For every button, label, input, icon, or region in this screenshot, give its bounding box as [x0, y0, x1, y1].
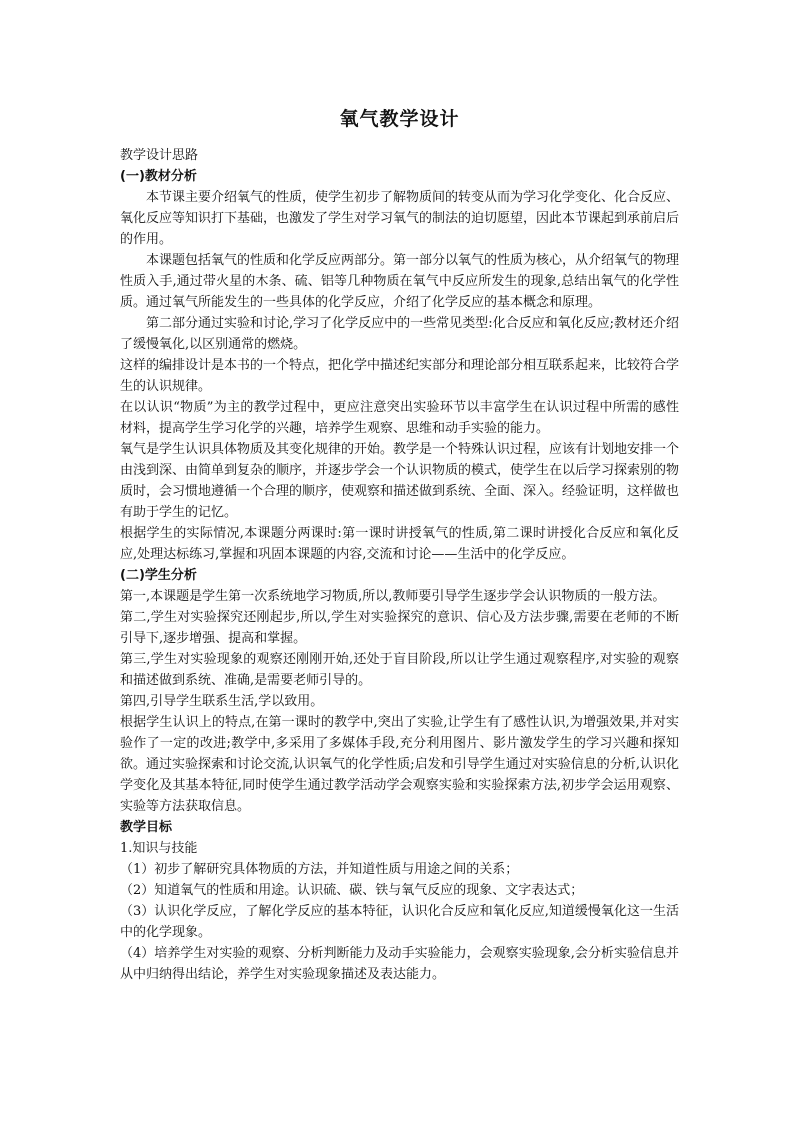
paragraph: 根据学生的实际情况,本课题分两课时:第一课时讲授氧气的性质,第二课时讲授化合反应和氧化反应,处理达标练习,掌握和巩固本课题的内容,交流和讨论——生活中的化学反应。	[120, 526, 679, 562]
paragraph: 在以认识“物质”为主的教学过程中，更应注意突出实验环节以丰富学生在认识过程中所需的感性材料，提高学生学习化学的兴趣，培养学生观察、思维和动手实验的能力。	[120, 400, 679, 436]
section-heading-teaching-goals: 教学目标	[120, 820, 173, 835]
paragraph: 第四,引导学生联系生活,学以致用。	[120, 694, 324, 709]
list-item: （4）培养学生对实验的观察、分析判断能力及动手实验能力，会观察实验现象,会分析实验信息并从中归纳得出结论，养学生对实验现象描述及表达能力。	[120, 946, 679, 982]
section-heading-textbook-analysis: (一)教材分析	[120, 169, 197, 184]
paragraph: 第二,学生对实验探究还刚起步,所以,学生对实验探究的意识、信心及方法步骤,需要在老师的不断引导下,逐步增强、提高和掌握。	[120, 610, 679, 646]
paragraph: 第二部分通过实验和讨论,学习了化学反应中的一些常见类型:化合反应和氧化反应;教材还介绍了缓慢氧化,以区别通常的燃烧。	[120, 316, 679, 352]
section-heading-student-analysis: (二)学生分析	[120, 568, 197, 583]
paragraph: 氧气是学生认识具体物质及其变化规律的开始。教学是一个特殊认识过程，应该有计划地安排一个由浅到深、由简单到复杂的顺序，并逐步学会一个认识物质的模式，使学生在以后学习探索别的物质时，会习惯地遵循一个合理的顺序，使观察和描述做到系统、全面、深入。经验证明，这样做也有助于学生的记忆。	[120, 442, 680, 520]
paragraph: 这样的编排设计是本书的一个特点，把化学中描述纪实部分和理论部分相互联系起来，比较符合学生的认识规律。	[120, 358, 680, 394]
paragraph: 第一,本课题是学生第一次系统地学习物质,所以,教师要引导学生逐步学会认识物质的一般方法。	[120, 589, 666, 604]
section-label: 教学设计思路	[120, 148, 199, 163]
paragraph: 本节课主要介绍氧气的性质，使学生初步了解物质间的转变从而为学习化学变化、化合反应、氧化反应等知识打下基础，也激发了学生对学习氧气的制法的迫切愿望，因此本节课起到承前启后的作用。	[120, 190, 680, 247]
list-item: （2）知道氧气的性质和用途。认识硫、碳、铁与氧气反应的现象、文字表达式；	[120, 883, 584, 898]
subsection-label: 1.知识与技能	[120, 841, 198, 856]
paragraph: 本课题包括氧气的性质和化学反应两部分。第一部分以氧气的性质为核心，从介绍氧气的物理性质入手,通过带火星的木条、硫、铝等几种物质在氧气中反应所发生的现象,总结出氧气的化学性质。通过氧气所能发生的一些具体的化学反应，介绍了化学反应的基本概念和原理。	[120, 253, 680, 310]
paragraph: 第三,学生对实验现象的观察还刚刚开始,还处于盲目阶段,所以让学生通过观察程序,对实验的观察和描述做到系统、准确,是需要老师引导的。	[120, 652, 679, 688]
document-title: 氧气教学设计	[339, 108, 460, 130]
list-item: （3）认识化学反应，了解化学反应的基本特征，认识化合反应和氧化反应,知道缓慢氧化这一生活中的化学现象。	[120, 904, 679, 940]
list-item: （1）初步了解研究具体物质的方法，并知道性质与用途之间的关系；	[120, 862, 519, 877]
paragraph: 根据学生认识上的特点,在第一课时的教学中,突出了实验,让学生有了感性认识,为增强效果,并对实验作了一定的改进;教学中,多采用了多媒体手段,充分利用图片、影片激发学生的学习兴趣和探知欲。通过实验探索和讨论交流,认识氧气的化学性质;启发和引导学生通过对实验信息的分析,认识化学变化及其基本特征,同时使学生通过教学活动学会观察实验和实验探索方法,初步学会运用观察、实验等方法获取信息。	[120, 715, 679, 814]
